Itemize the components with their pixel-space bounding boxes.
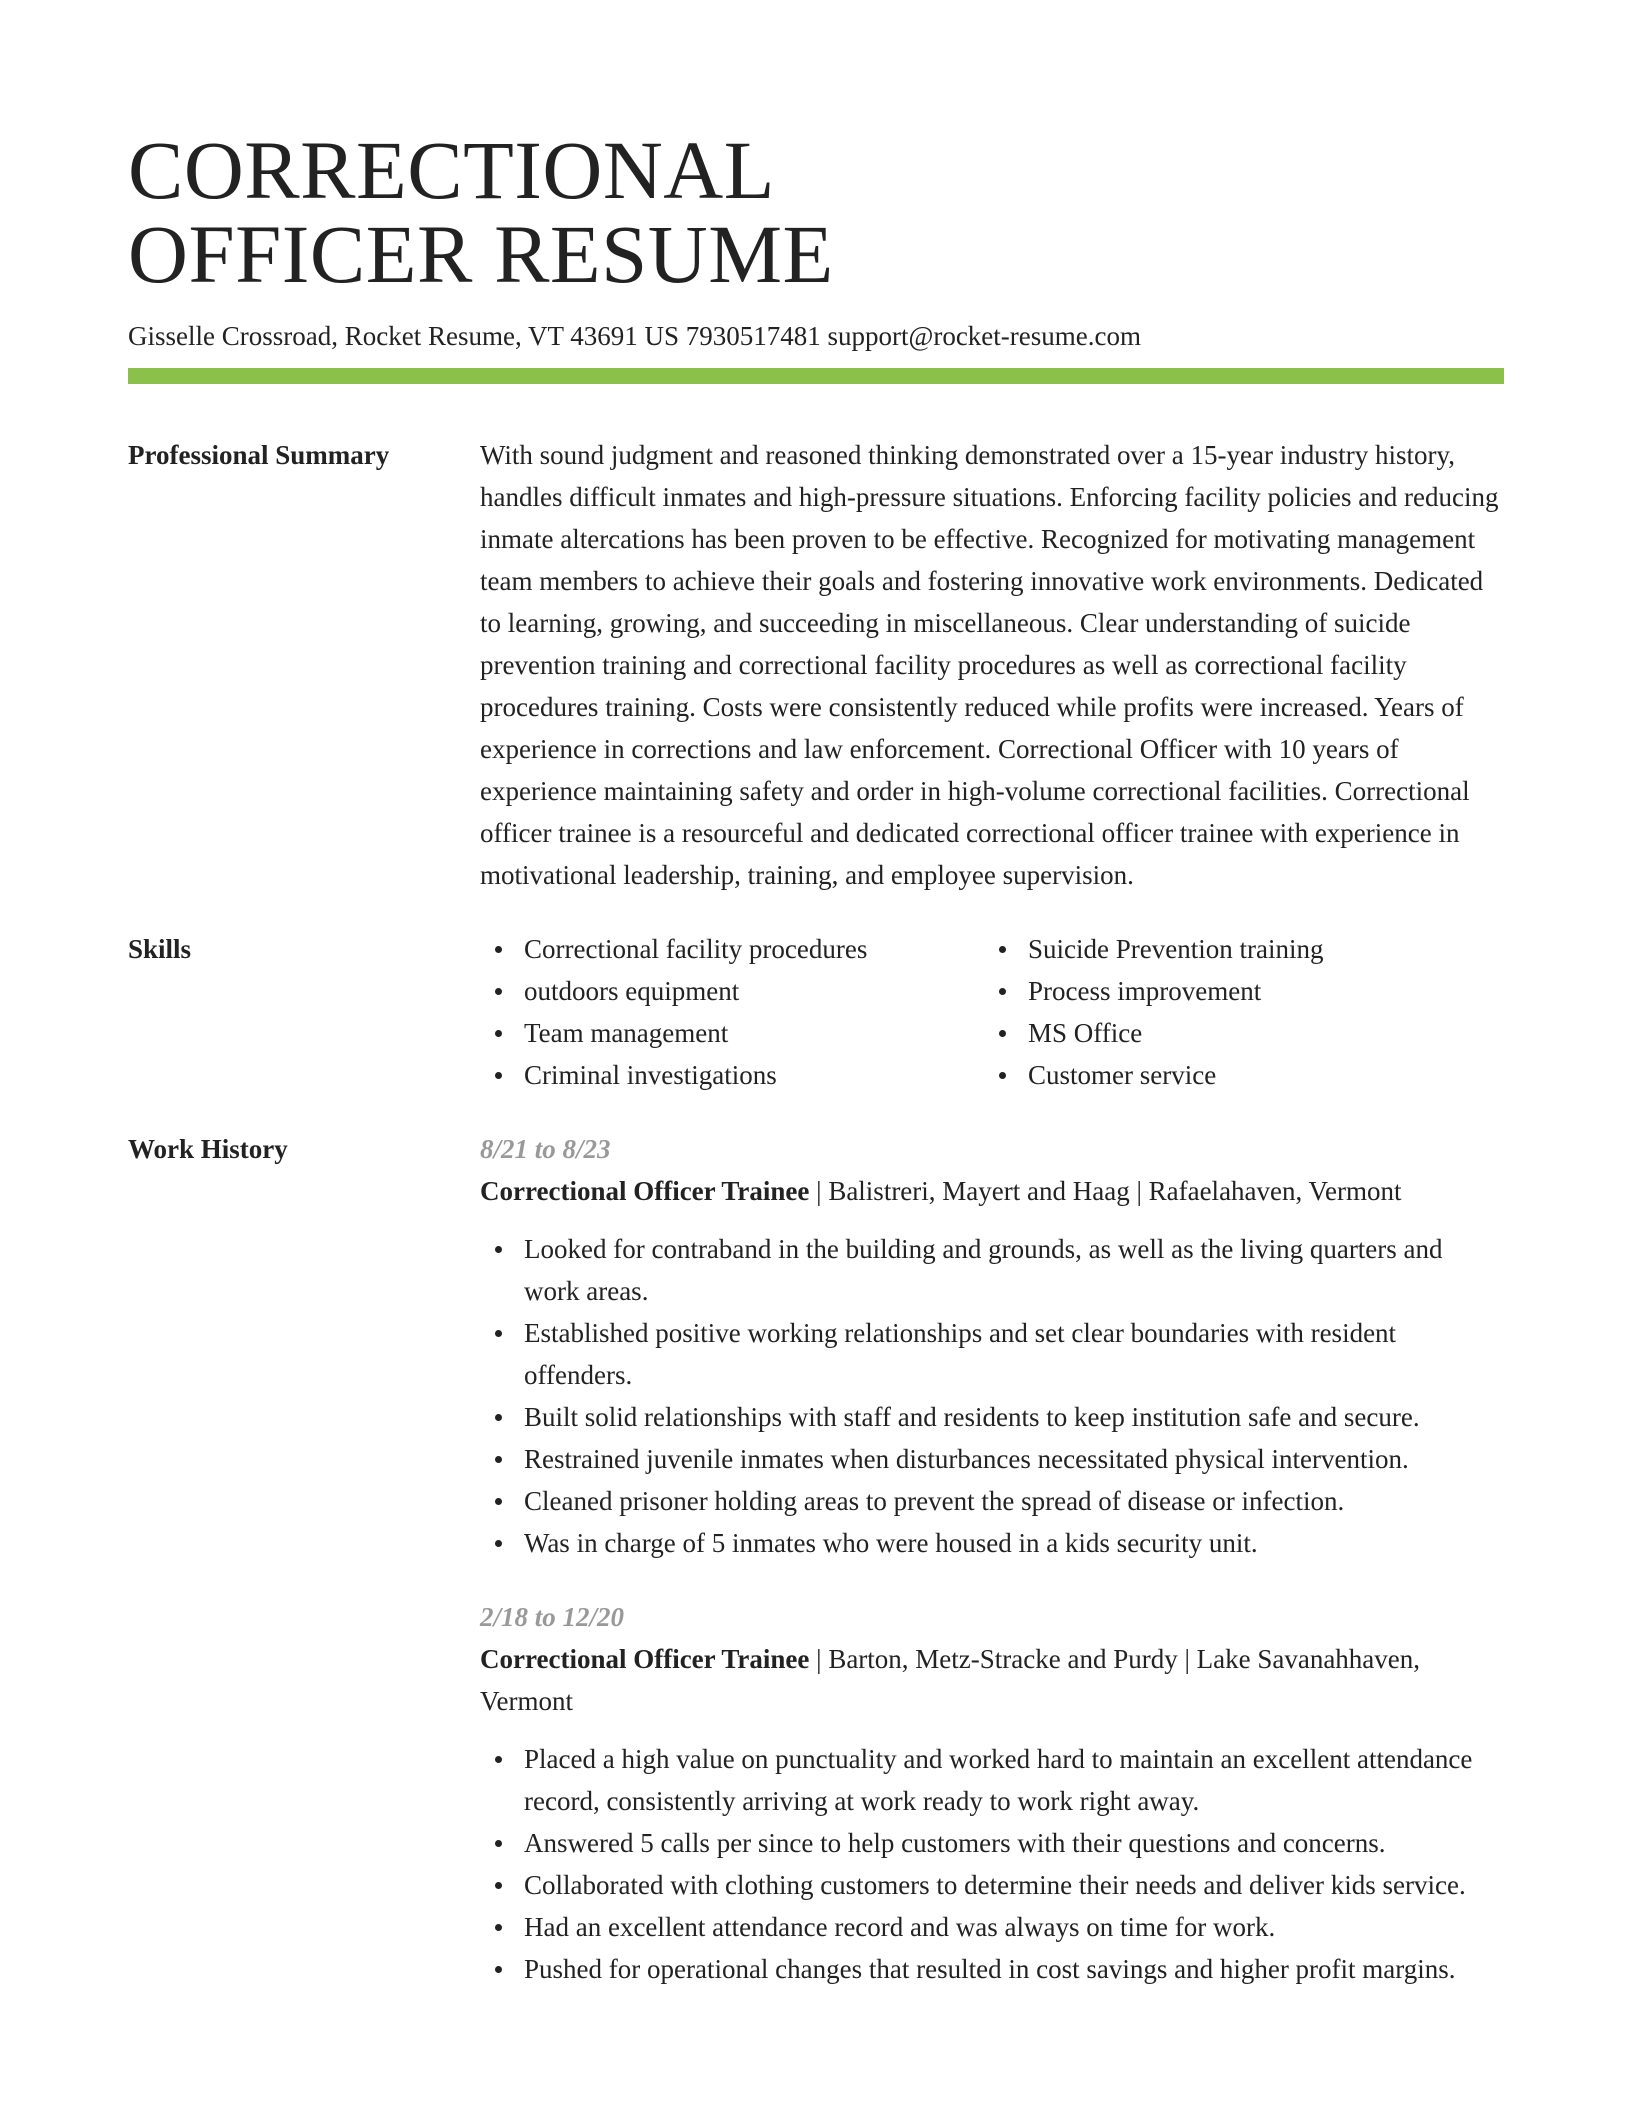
work-history-section — [128, 1128, 1504, 2022]
job-entry — [480, 1596, 1504, 1990]
skill-item: MS Office — [984, 1012, 1488, 1054]
job-title: Correctional Officer Trainee — [480, 1644, 810, 1674]
skill-item: Customer service — [984, 1054, 1488, 1096]
duty-item: Built solid relationships with staff and residents to keep institution safe and secure. — [480, 1396, 1504, 1438]
skills-heading: Skills — [128, 934, 192, 964]
work-history-heading: Work History — [128, 1134, 288, 1164]
summary-heading: Professional Summary — [128, 440, 390, 470]
duty-item: Placed a high value on punctuality and worked hard to maintain an excellent attendance record, consistently arriving at work ready to work right away. — [480, 1738, 1504, 1822]
duty-item: Had an excellent attendance record and was always on time for work. — [480, 1906, 1504, 1948]
skills-column-right — [984, 928, 1488, 1096]
skills-grid — [480, 928, 1504, 1096]
contact-address: Gisselle Crossroad, Rocket Resume, VT 43691 US — [128, 321, 679, 351]
duty-item: Looked for contraband in the building and grounds, as well as the living quarters and work areas. — [480, 1228, 1504, 1312]
duty-item: Was in charge of 5 inmates who were housed in a kids security unit. — [480, 1522, 1504, 1564]
job-separator: | — [809, 1644, 829, 1674]
duty-item: Restrained juvenile inmates when disturbances necessitated physical intervention. — [480, 1438, 1504, 1480]
duty-item: Established positive working relationships and set clear boundaries with resident offenders. — [480, 1312, 1504, 1396]
duty-item: Pushed for operational changes that resulted in cost savings and higher profit margins. — [480, 1948, 1504, 1990]
job-company: Barton, Metz-Stracke and Purdy — [828, 1644, 1178, 1674]
job-dates: 2/18 to 12/20 — [480, 1602, 625, 1632]
job-heading — [480, 1170, 1504, 1212]
duty-item: Answered 5 calls per since to help customers with their questions and concerns. — [480, 1822, 1504, 1864]
job-separator: | — [1129, 1176, 1149, 1206]
skill-item: Correctional facility procedures — [480, 928, 984, 970]
duty-item: Collaborated with clothing customers to determine their needs and deliver kids service. — [480, 1864, 1504, 1906]
title-line-1: CORRECTIONAL — [128, 124, 775, 216]
job-separator: | — [809, 1176, 829, 1206]
resume-title — [128, 124, 1028, 300]
job-entry — [480, 1128, 1504, 1564]
title-line-2: OFFICER RESUME — [128, 208, 834, 300]
skill-item: Criminal investigations — [480, 1054, 984, 1096]
job-duties — [480, 1738, 1504, 1990]
job-location: Lake Savanahhaven, Vermont — [480, 1644, 1421, 1716]
job-company: Balistreri, Mayert and Haag — [828, 1176, 1130, 1206]
job-title: Correctional Officer Trainee — [480, 1176, 810, 1206]
summary-text: With sound judgment and reasoned thinking demonstrated over a 15-year industry history, handles difficult inmates and high-pressure situations. Enforcing facility policies and reducing inmate altercations has been proven to be effective. Recognized for motivating management team members to achieve their goals and fostering innovative work environments. Dedicated to learning, growing, and succeeding in miscellaneous. Clear understanding of suicide prevention training and correctional facility procedures as well as correctional facility procedures training. Costs were consistently reduced while profits were increased. Years of experience in corrections and law enforcement. Correctional Officer with 10 years of experience maintaining safety and order in high-volume correctional facilities. Correctional officer trainee is a resourceful and dedicated correctional officer trainee with experience in motivational leadership, training, and employee supervision. — [480, 440, 1499, 890]
contact-phone: 7930517481 — [685, 321, 821, 351]
skills-section — [128, 928, 1504, 1096]
duty-item: Cleaned prisoner holding areas to prevent the spread of disease or infection. — [480, 1480, 1504, 1522]
job-dates: 8/21 to 8/23 — [480, 1134, 611, 1164]
contact-email: support@rocket-resume.com — [827, 321, 1141, 351]
skill-item: outdoors equipment — [480, 970, 984, 1012]
skill-item: Team management — [480, 1012, 984, 1054]
job-duties — [480, 1228, 1504, 1564]
job-separator: | — [1177, 1644, 1197, 1674]
summary-section — [128, 434, 1504, 896]
job-heading — [480, 1638, 1504, 1722]
skills-column-left — [480, 928, 984, 1096]
header-divider — [128, 368, 1504, 384]
job-location: Rafaelahaven, Vermont — [1148, 1176, 1402, 1206]
resume-page — [128, 124, 1504, 2022]
skill-item: Process improvement — [984, 970, 1488, 1012]
skill-item: Suicide Prevention training — [984, 928, 1488, 970]
contact-line — [128, 318, 1504, 354]
